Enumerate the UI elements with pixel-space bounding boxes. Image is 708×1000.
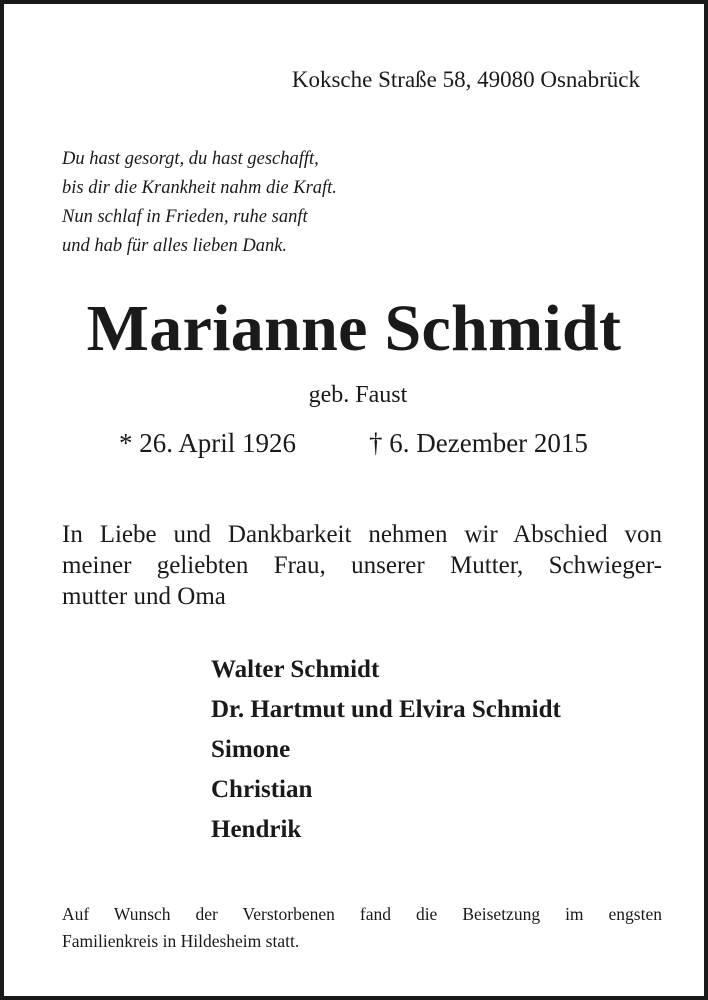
farewell-text (62, 519, 662, 612)
poem-line: Nun schlaf in Frieden, ruhe sanft (62, 207, 308, 227)
death-date: † 6. Dezember 2015 (369, 428, 588, 458)
deceased-name: Marianne Schmidt (86, 292, 622, 365)
farewell-line: mutter und Oma (62, 583, 226, 610)
poem-line: Du hast gesorgt, du hast geschafft, (62, 149, 319, 169)
burial-note (62, 901, 662, 955)
mourner-name: Christian (211, 776, 313, 803)
address: Koksche Straße 58, 49080 Osnabrück (291, 67, 640, 92)
farewell-line: meiner geliebten Frau, unserer Mutter, Schwieger- (62, 552, 662, 579)
birth-date: * 26. April 1926 (119, 428, 297, 458)
mourner-name: Simone (211, 736, 291, 763)
burial-note-line: Familienkreis in Hildesheim statt. (62, 931, 300, 951)
mourner-name: Walter Schmidt (211, 656, 380, 683)
mourner-name: Hendrik (211, 816, 302, 843)
maiden-name: geb. Faust (308, 382, 408, 408)
burial-note-line: Auf Wunsch der Verstorbenen fand die Beisetzung im engsten (62, 904, 662, 924)
farewell-line: In Liebe und Dankbarkeit nehmen wir Abschied von (62, 521, 662, 548)
mourners-list (211, 650, 561, 850)
poem-line: bis dir die Krankheit nahm die Kraft. (62, 178, 337, 198)
mourner-name: Dr. Hartmut und Elvira Schmidt (211, 696, 561, 723)
poem-line: und hab für alles lieben Dank. (62, 236, 288, 256)
poem (62, 145, 337, 261)
